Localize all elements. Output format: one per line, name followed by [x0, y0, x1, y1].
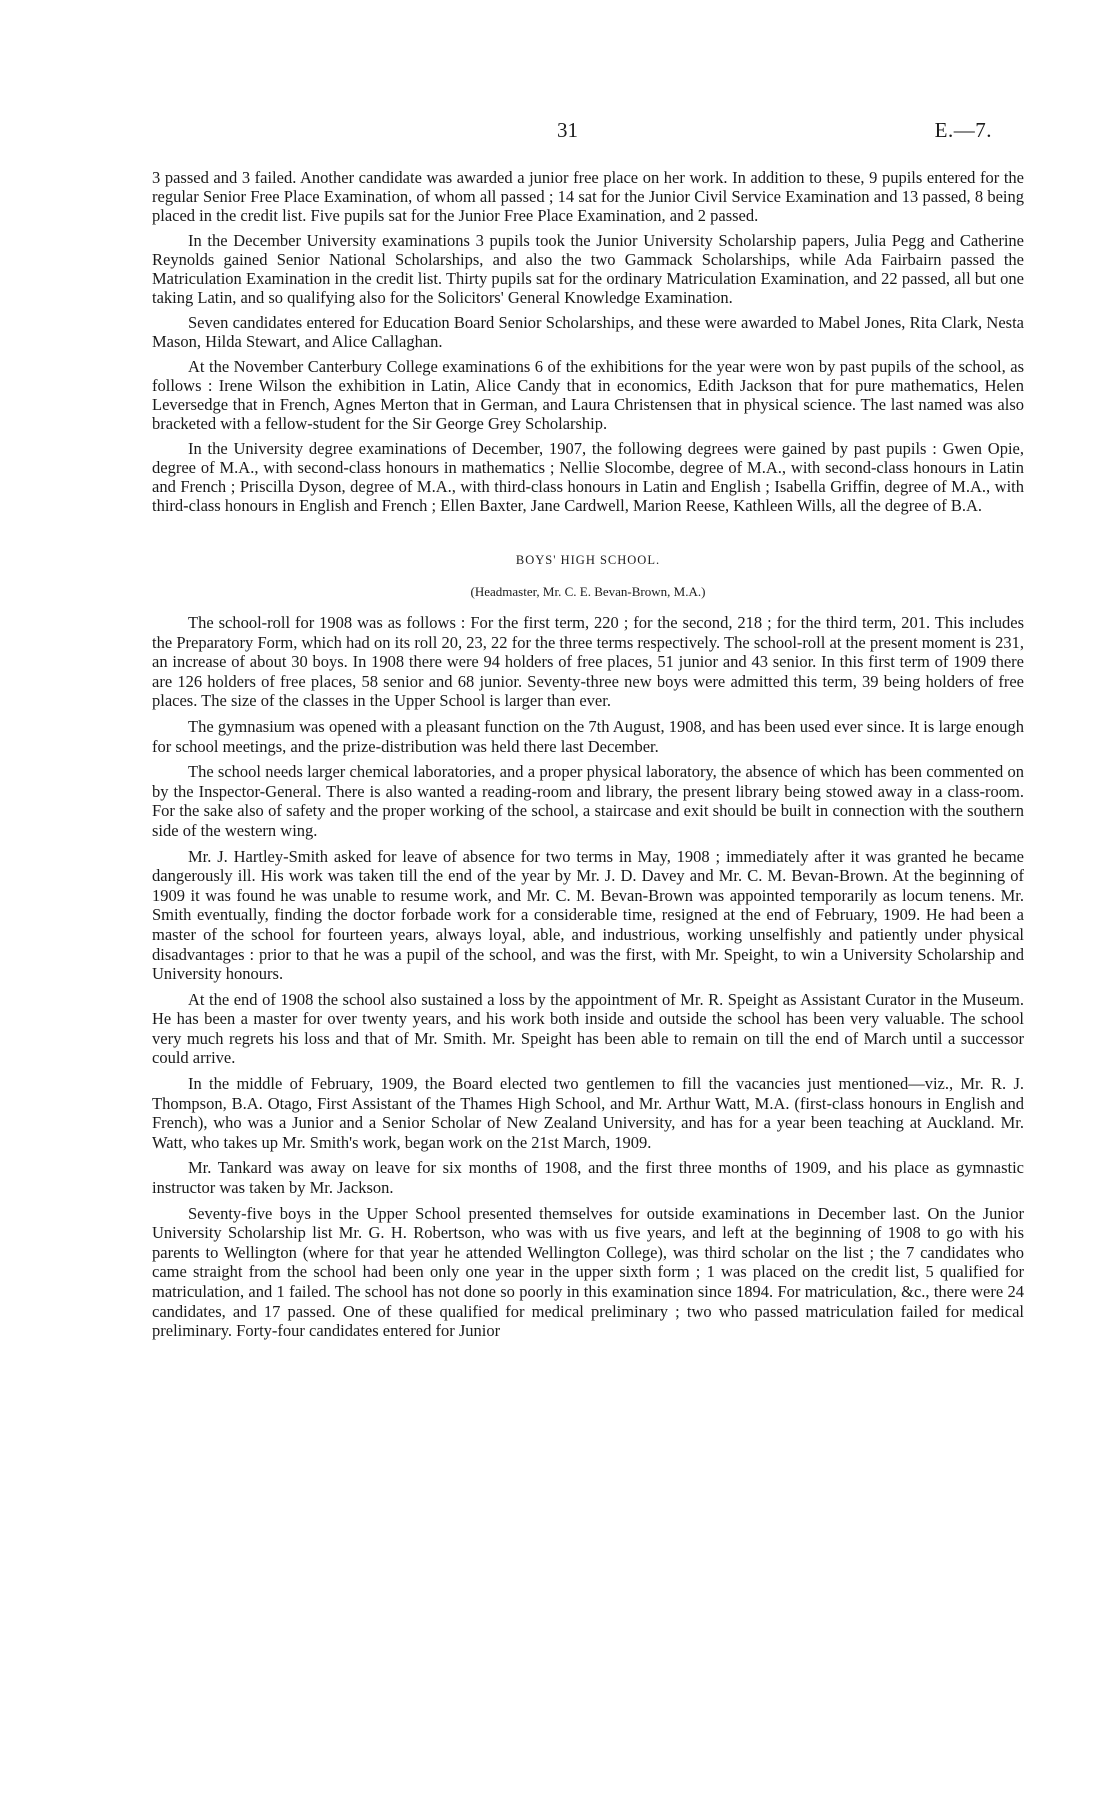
- paragraph: The school needs larger chemical laboratories, and a proper physical laboratory, the absence of which has been commented on by the Inspector-General. There is also wanted a reading-room and library, the present library being stowed away in a class-room. For the sake also of safety and the proper working of the school, a staircase and exit should be built in connection with the southern side of the western wing.: [152, 762, 1024, 840]
- paragraph: The gymnasium was opened with a pleasant function on the 7th August, 1908, and has been used ever since. It is large enough for school meetings, and the prize-distribution was held there last December.: [152, 716, 1024, 756]
- paragraph: Mr. J. Hartley-Smith asked for leave of absence for two terms in May, 1908 ; immediately after it was granted he became dangerously ill. His work was taken till the end of the year by Mr. J. D. Davey and Mr. C. M. Bevan-Brown. At the beginning of 1909 it was found he was unable to resume work, and Mr. C. M. Bevan-Brown was appointed temporarily as locum tenens. Mr. Smith eventually, finding the doctor forbade work for a considerable time, resigned at the end of February, 1909. He had been a master of the school for fourteen years, always loyal, able, and industrious, working unselfishly and patiently under physical disadvantages : prior to that he was a pupil of the school, and was the first, with Mr. Speight, to win a University Scholarship and University honours.: [152, 846, 1024, 984]
- text-column: [152, 168, 1024, 1347]
- paragraph: At the end of 1908 the school also sustained a loss by the appointment of Mr. R. Speight as Assistant Curator in the Museum. He has been a master for over twenty years, and his work both inside and outside the school has been very valuable. The school very much regrets his loss and that of Mr. Smith. Mr. Speight has been able to remain on till the end of March until a successor could arrive.: [152, 989, 1024, 1068]
- paragraph: Seven candidates entered for Education Board Senior Scholarships, and these were awarded to Mabel Jones, Rita Clark, Nesta Mason, Hilda Stewart, and Alice Callaghan.: [152, 313, 1024, 351]
- page-number: 31: [557, 118, 578, 142]
- paragraph: Mr. Tankard was away on leave for six months of 1908, and the first three months of 1909, and his place as gymnastic instructor was taken by Mr. Jackson.: [152, 1158, 1024, 1198]
- section-body: [152, 613, 1024, 1341]
- section-subtitle: (Headmaster, Mr. C. E. Bevan-Brown, M.A.): [470, 584, 706, 599]
- paragraph: At the November Canterbury College examinations 6 of the exhibitions for the year were won by past pupils of the school, as follows : Irene Wilson the exhibition in Latin, Alice Candy that in economics, Edith Jackson that for pure mathematics, Helen Leversedge that in French, Agnes Merton that in German, and Laura Christensen that in physical science. The last named was also bracketed with a fellow-student for the Sir George Grey Scholarship.: [152, 357, 1024, 433]
- paragraph: In the University degree examinations of December, 1907, the following degrees were gained by past pupils : Gwen Opie, degree of M.A., with second-class honours in mathematics ; Nellie Slocombe, degree of M.A., with second-class honours in Latin and French ; Priscilla Dyson, degree of M.A., with third-class honours in Latin and English ; Isabella Griffin, degree of M.A., with third-class honours in English and French ; Ellen Baxter, Jane Cardwell, Marion Reese, Kathleen Wills, all the degree of B.A.: [152, 439, 1024, 515]
- section-title: BOYS' HIGH SCHOOL.: [515, 553, 661, 567]
- page-header: [0, 118, 1114, 148]
- paragraph: Seventy-five boys in the Upper School presented themselves for outside examinations in December last. On the Junior University Scholarship list Mr. G. H. Robertson, who was with us five years, and left at the beginning of 1908 to go with his parents to Wellington (where for that year he attended Wellington College), was third scholar on the list ; the 7 candidates who came straight from the school had been only one year in the upper sixth form ; 1 was placed on the credit list, 5 qualified for matriculation, and 1 failed. The school has not done so poorly in this examination since 1894. For matriculation, &c., there were 24 candidates, and 17 passed. One of these qualified for medical preliminary ; two who passed matriculation failed for medical preliminary. Forty-four candidates entered for Junior: [152, 1203, 1024, 1341]
- document-reference: E.—7.: [934, 118, 992, 142]
- paragraph: In the December University examinations 3 pupils took the Junior University Scholarship papers, Julia Pegg and Catherine Reynolds gained Senior National Scholarships, and also the two Gammack Scholarships, while Ada Fairbairn passed the Matriculation Examination in the credit list. Thirty pupils sat for the ordinary Matriculation Examination, and 22 passed, all but one taking Latin, and so qualifying also for the Solicitors' General Knowledge Examination.: [152, 231, 1024, 307]
- paragraph: The school-roll for 1908 was as follows : For the first term, 220 ; for the second, 218 ; for the third term, 201. This includes the Preparatory Form, which had on its roll 20, 23, 22 for the three terms respectively. The school-roll at the present moment is 231, an increase of about 30 boys. In 1908 there were 94 holders of free places, 51 junior and 43 senior. In this first term of 1909 there are 126 holders of free places, 58 senior and 68 junior. Seventy-three new boys were admitted this term, 39 being holders of free places. The size of the classes in the Upper School is larger than ever.: [152, 613, 1024, 711]
- paragraph: 3 passed and 3 failed. Another candidate was awarded a junior free place on her work. In addition to these, 9 pupils entered for the regular Senior Free Place Examination, of whom all passed ; 14 sat for the Junior Civil Service Examination and 13 passed, 8 being placed in the credit list. Five pupils sat for the Junior Free Place Examination, and 2 passed.: [152, 168, 1024, 225]
- paragraph: In the middle of February, 1909, the Board elected two gentlemen to fill the vacancies just mentioned—viz., Mr. R. J. Thompson, B.A. Otago, First Assistant of the Thames High School, and Mr. Arthur Watt, M.A. (first-class honours in English and French), who was a Junior and a Senior Scholar of New Zealand University, and has for a year been teaching at Auckland. Mr. Watt, who takes up Mr. Smith's work, began work on the 21st March, 1909.: [152, 1074, 1024, 1152]
